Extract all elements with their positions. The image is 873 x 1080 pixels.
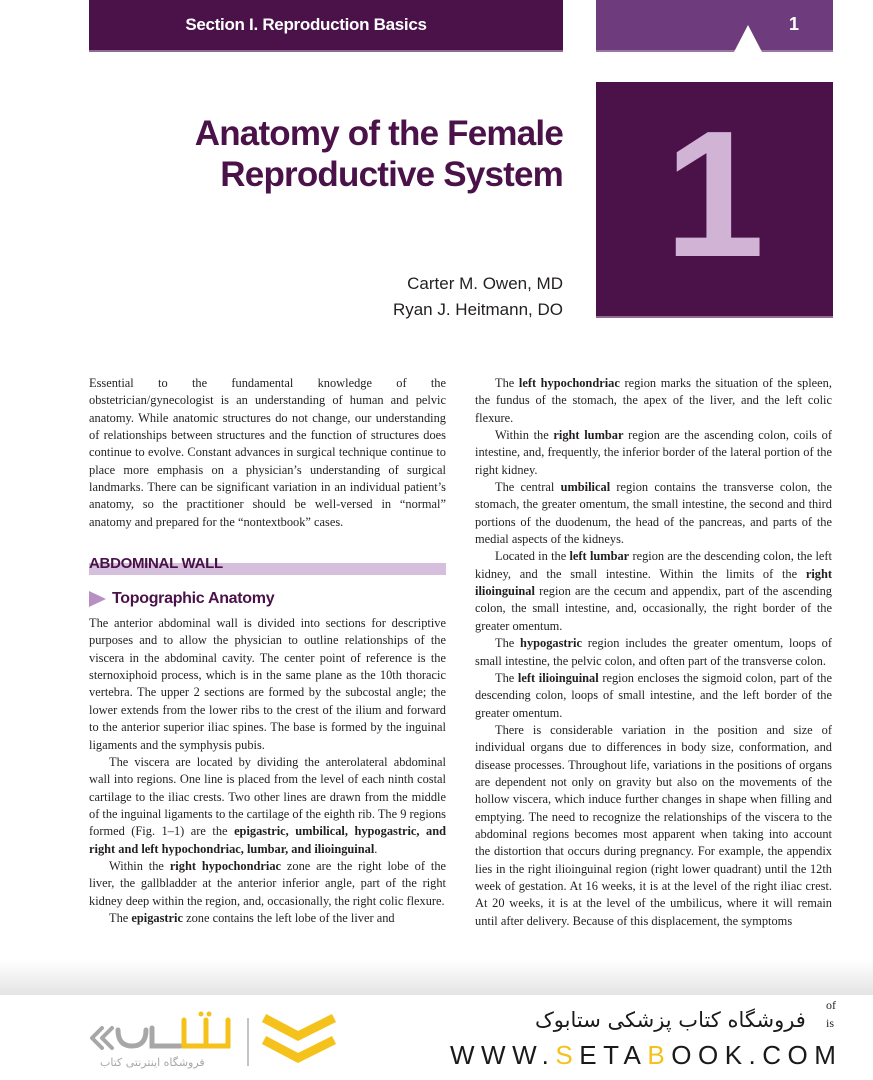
paragraph: There is considerable variation in the position and size of individual organs due to differences in body size, conformation, and disease processes. Throughout life, variations in the positions of organs are dependent not only on gravity but also on the movements of the hollow viscera, which induce further changes in shape when filling and emptying. The need to recognize the relationships of the viscera to the abdominal regions becomes most apparent when taking into account the distortion that occurs during pregnancy. For example, the appendix lies in the right ilioinguinal region (right lower quadrant) until the 12th week of gestation. At 16 weeks, it is at the level of the right iliac crest. At 20 weeks, it is at the level of the umbilicus, where it will remain until after delivery. Because of this displacement, the symptoms <box>475 722 832 928</box>
section-banner <box>89 0 563 52</box>
paragraph: The left hypochondriac region marks the situation of the spleen, the fundus of the stomach, the apex of the liver, and the left colic flexure. <box>475 376 832 425</box>
chapter-title <box>195 113 563 195</box>
paragraph: The left ilioinguinal region encloses the sigmoid colon, part of the descending colon, loops of small intestine, and the left border of the greater omentum. <box>475 670 832 720</box>
subheading <box>89 587 446 611</box>
paragraph: Within the right lumbar region are the ascending colon, coils of intestine, and, frequently, the inferior border of the lateral portion of the right kidney. <box>475 428 833 477</box>
tab-notch-triangle-icon <box>734 25 762 52</box>
author-1: Carter M. Owen, MD <box>407 274 563 293</box>
author-2: Ryan J. Heitmann, DO <box>392 300 563 319</box>
section-heading-label: ABDOMINAL WALL <box>89 555 223 573</box>
paragraph: Located in the left lumbar region are the descending colon, the left kidney, and the small intestine. Within the limits of the right ilioinguinal region are the cecum and appendix, part of the ascending colon, the small intestine, and, occasionally, the right border of the greater omentum. <box>475 549 832 633</box>
section-label: Section I. Reproduction Basics <box>185 15 427 34</box>
play-triangle-icon <box>89 591 106 607</box>
authors <box>393 271 563 323</box>
cut-off-text: is <box>826 1016 835 1030</box>
paragraph: The viscera are located by dividing the anterolateral abdominal wall into regions. One line is placed from the level of each ninth costal cartilage to the iliac crests. Two other lines are drawn from the middle of the inguinal ligaments to the cartilage of the eighth rib. The 9 regions formed (Fig. 1–1) are the epigastric, umbilical, hypogastric, and right and left hypochondriac, lumbar, and ilioinguinal. <box>89 754 446 856</box>
setabook-logo <box>88 1010 348 1070</box>
paragraph: The anterior abdominal wall is divided into sections for descriptive purposes and to allow the physician to outline relationships of the viscera in the abdominal cavity. The center point of reference is the sternoxiphoid process, which is in the same plane as the 10th thoracic vertebra. The upper 2 sections are formed by the subcostal angle; the lower extends from the lower ribs to the crest of the ilium and forward to the anterior superior iliac spines. The base is formed by the inguinal ligaments and the symphysis pubis. <box>89 616 446 752</box>
paragraph: The hypogastric region includes the greater omentum, loops of small intestine, the pelvic colon, and often part of the transverse colon. <box>475 636 832 668</box>
intro-paragraph: Essential to the fundamental knowledge of the obstetrician/gynecologist is an understanding of human and pelvic anatomy. While anatomic structures do not change, our understanding of relationships between structures and the function of structures does continue to evolve. Constant advances in surgical technique continue to place more emphasis on a physician’s understanding of surgical landmarks. There can be significant variation in an individual patient’s anatomy, so the practitioner should be well-versed in “normal” anatomy and prepared for the “nontextbook” cases. <box>89 376 446 529</box>
left-column <box>89 375 446 927</box>
store-url[interactable]: WWW.SETABOOK.COM <box>450 1040 843 1070</box>
right-column <box>475 375 832 930</box>
subheading-label: Topographic Anatomy <box>112 590 275 608</box>
chapter-tab-number: 1 <box>788 14 799 34</box>
chapter-title-line-2: Reproductive System <box>220 155 563 194</box>
cut-off-text: of <box>826 998 836 1012</box>
store-name-fa: فروشگاه کتاب پزشکی ستابوک <box>535 1008 806 1032</box>
logo-tagline: فروشگاه اینترنتی کتاب <box>100 1056 205 1069</box>
chapter-title-line-1: Anatomy of the Female <box>194 114 563 153</box>
paragraph: The central umbilical region contains the transverse colon, the stomach, the greater omentum, the small intestine, the second and third portions of the duodenum, the head of the pancreas, and parts of the medial aspects of the kidneys. <box>475 480 832 547</box>
section-heading <box>89 555 446 579</box>
bottom-fade-overlay <box>0 960 873 995</box>
chapter-tab <box>596 0 833 52</box>
chapter-number: 1 <box>664 94 765 295</box>
chapter-number-box <box>596 82 833 318</box>
paragraph: Within the right hypochondriac zone are the right lobe of the liver, the gallbladder at the anterior inferior angle, part of the right kidney deep within the region, and, occasionally, the right colic flexure. <box>89 858 447 908</box>
paragraph: The epigastric zone contains the left lobe of the liver and <box>109 910 395 925</box>
